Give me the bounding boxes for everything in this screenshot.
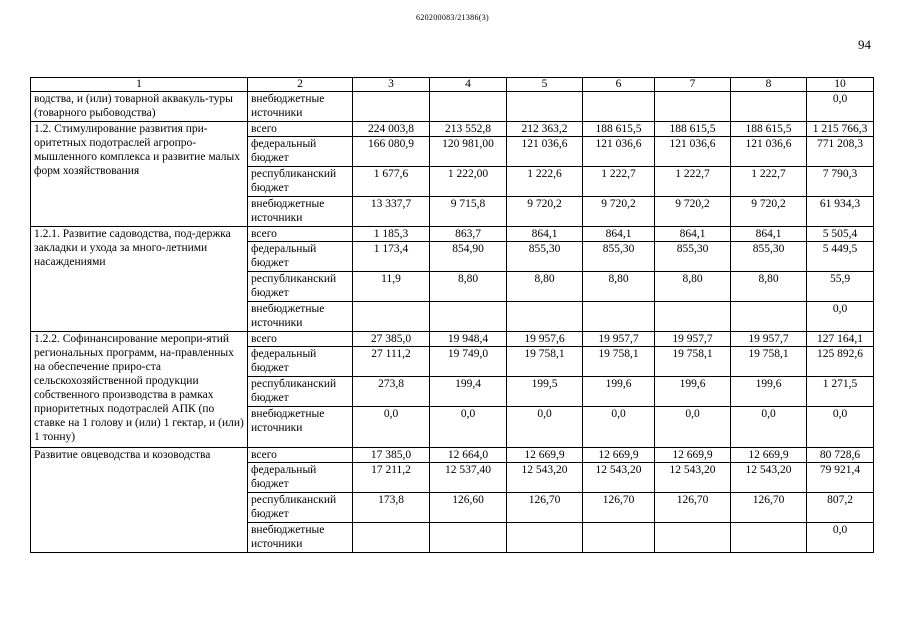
value-cell — [655, 92, 731, 122]
value-cell: 19 957,7 — [731, 332, 807, 347]
header-cell: 3 — [353, 78, 430, 92]
header-cell: 7 — [655, 78, 731, 92]
value-cell: 121 036,6 — [507, 137, 583, 167]
value-cell: 126,70 — [731, 493, 807, 523]
value-cell: 199,6 — [583, 377, 655, 407]
value-cell: 17 385,0 — [353, 448, 430, 463]
value-cell: 19 957,7 — [583, 332, 655, 347]
value-cell: 61 934,3 — [807, 197, 874, 227]
funding-source: внебюджетные источники — [248, 92, 353, 122]
value-cell: 8,80 — [583, 272, 655, 302]
funding-source: внебюджетные источники — [248, 407, 353, 448]
value-cell: 126,70 — [655, 493, 731, 523]
value-cell: 1 173,4 — [353, 242, 430, 272]
header-cell: 8 — [731, 78, 807, 92]
table-row — [31, 92, 874, 122]
value-cell: 199,6 — [655, 377, 731, 407]
document-id: 620200083/21386(3) — [416, 13, 489, 22]
value-cell: 125 892,6 — [807, 347, 874, 377]
value-cell: 199,6 — [731, 377, 807, 407]
section-label: водства, и (или) товарной аквакуль-туры (товарного рыбоводства) — [31, 92, 248, 122]
value-cell: 55,9 — [807, 272, 874, 302]
value-cell: 12 669,9 — [507, 448, 583, 463]
value-cell: 126,70 — [507, 493, 583, 523]
value-cell: 19 957,7 — [655, 332, 731, 347]
value-cell: 0,0 — [807, 523, 874, 553]
value-cell: 1 222,00 — [430, 167, 507, 197]
value-cell: 126,70 — [583, 493, 655, 523]
funding-source: всего — [248, 448, 353, 463]
value-cell: 8,80 — [430, 272, 507, 302]
value-cell: 199,4 — [430, 377, 507, 407]
funding-source: внебюджетные источники — [248, 523, 353, 553]
value-cell: 188 615,5 — [655, 122, 731, 137]
funding-source: федеральный бюджет — [248, 347, 353, 377]
table-row — [31, 448, 874, 463]
funding-source: республиканский бюджет — [248, 167, 353, 197]
value-cell: 11,9 — [353, 272, 430, 302]
value-cell — [731, 523, 807, 553]
value-cell — [430, 92, 507, 122]
value-cell: 1 215 766,3 — [807, 122, 874, 137]
value-cell: 19 749,0 — [430, 347, 507, 377]
value-cell: 1 222,7 — [731, 167, 807, 197]
value-cell: 0,0 — [655, 407, 731, 448]
value-cell: 127 164,1 — [807, 332, 874, 347]
value-cell: 173,8 — [353, 493, 430, 523]
header-cell: 10 — [807, 78, 874, 92]
funding-source: федеральный бюджет — [248, 137, 353, 167]
value-cell: 0,0 — [807, 92, 874, 122]
value-cell — [583, 523, 655, 553]
funding-source: республиканский бюджет — [248, 493, 353, 523]
value-cell: 0,0 — [507, 407, 583, 448]
value-cell: 0,0 — [807, 407, 874, 448]
value-cell: 9 715,8 — [430, 197, 507, 227]
funding-source: всего — [248, 227, 353, 242]
value-cell: 8,80 — [655, 272, 731, 302]
budget-table — [30, 77, 874, 553]
value-cell: 19 758,1 — [507, 347, 583, 377]
value-cell: 12 543,20 — [583, 463, 655, 493]
value-cell: 1 222,7 — [583, 167, 655, 197]
value-cell: 0,0 — [583, 407, 655, 448]
value-cell: 17 211,2 — [353, 463, 430, 493]
value-cell — [655, 523, 731, 553]
value-cell: 12 543,20 — [507, 463, 583, 493]
value-cell: 19 758,1 — [583, 347, 655, 377]
value-cell: 864,1 — [731, 227, 807, 242]
funding-source: федеральный бюджет — [248, 242, 353, 272]
value-cell: 771 208,3 — [807, 137, 874, 167]
value-cell: 9 720,2 — [507, 197, 583, 227]
value-cell: 126,60 — [430, 493, 507, 523]
section-label: 1.2.2. Софинансирование меропри-ятий региональных программ, на-правленных на обеспечение приро-ста сельскохозяйственной продукции собственного производства в рамках приоритетных подотраслей АПК (по ставке на 1 голову и (или) 1 гектар, и (или) 1 тонну) — [31, 332, 248, 448]
funding-source: внебюджетные источники — [248, 197, 353, 227]
value-cell: 855,30 — [507, 242, 583, 272]
table-row — [31, 122, 874, 137]
value-cell: 19 957,6 — [507, 332, 583, 347]
header-cell: 2 — [248, 78, 353, 92]
header-cell: 4 — [430, 78, 507, 92]
funding-source: республиканский бюджет — [248, 377, 353, 407]
value-cell: 5 449,5 — [807, 242, 874, 272]
value-cell: 121 036,6 — [731, 137, 807, 167]
header-cell: 6 — [583, 78, 655, 92]
page-number: 94 — [858, 37, 871, 52]
value-cell: 121 036,6 — [583, 137, 655, 167]
value-cell: 855,30 — [655, 242, 731, 272]
value-cell: 5 505,4 — [807, 227, 874, 242]
value-cell: 0,0 — [353, 407, 430, 448]
value-cell: 855,30 — [731, 242, 807, 272]
value-cell: 855,30 — [583, 242, 655, 272]
value-cell: 854,90 — [430, 242, 507, 272]
funding-source: внебюджетные источники — [248, 302, 353, 332]
funding-source: федеральный бюджет — [248, 463, 353, 493]
header-cell: 5 — [507, 78, 583, 92]
value-cell: 199,5 — [507, 377, 583, 407]
value-cell: 7 790,3 — [807, 167, 874, 197]
section-label: 1.2.1. Развитие садоводства, под-держка закладки и ухода за много-летними насаждениями — [31, 227, 248, 332]
value-cell — [731, 302, 807, 332]
value-cell: 9 720,2 — [655, 197, 731, 227]
value-cell: 188 615,5 — [583, 122, 655, 137]
value-cell: 1 222,7 — [655, 167, 731, 197]
value-cell: 121 036,6 — [655, 137, 731, 167]
value-cell — [353, 92, 430, 122]
table-row — [31, 227, 874, 242]
value-cell: 864,1 — [655, 227, 731, 242]
value-cell: 12 664,0 — [430, 448, 507, 463]
value-cell: 19 948,4 — [430, 332, 507, 347]
table-row — [31, 332, 874, 347]
value-cell: 79 921,4 — [807, 463, 874, 493]
value-cell — [731, 92, 807, 122]
value-cell — [507, 92, 583, 122]
value-cell: 12 543,20 — [655, 463, 731, 493]
value-cell: 9 720,2 — [731, 197, 807, 227]
value-cell: 224 003,8 — [353, 122, 430, 137]
value-cell: 188 615,5 — [731, 122, 807, 137]
value-cell: 120 981,00 — [430, 137, 507, 167]
value-cell — [655, 302, 731, 332]
value-cell: 12 543,20 — [731, 463, 807, 493]
value-cell: 807,2 — [807, 493, 874, 523]
value-cell: 9 720,2 — [583, 197, 655, 227]
value-cell: 19 758,1 — [731, 347, 807, 377]
value-cell: 1 271,5 — [807, 377, 874, 407]
value-cell — [430, 302, 507, 332]
value-cell: 8,80 — [507, 272, 583, 302]
value-cell: 0,0 — [430, 407, 507, 448]
value-cell: 1 222,6 — [507, 167, 583, 197]
value-cell: 1 677,6 — [353, 167, 430, 197]
value-cell: 27 111,2 — [353, 347, 430, 377]
funding-source: всего — [248, 332, 353, 347]
section-label: Развитие овцеводства и козоводства — [31, 448, 248, 553]
value-cell — [430, 523, 507, 553]
value-cell: 12 669,9 — [655, 448, 731, 463]
value-cell: 13 337,7 — [353, 197, 430, 227]
value-cell: 213 552,8 — [430, 122, 507, 137]
value-cell — [353, 302, 430, 332]
value-cell: 8,80 — [731, 272, 807, 302]
value-cell — [583, 92, 655, 122]
value-cell: 864,1 — [583, 227, 655, 242]
value-cell: 27 385,0 — [353, 332, 430, 347]
value-cell: 12 669,9 — [583, 448, 655, 463]
value-cell: 12 669,9 — [731, 448, 807, 463]
value-cell — [507, 302, 583, 332]
header-row — [31, 78, 874, 92]
value-cell: 0,0 — [731, 407, 807, 448]
value-cell — [353, 523, 430, 553]
header-cell: 1 — [31, 78, 248, 92]
value-cell: 80 728,6 — [807, 448, 874, 463]
value-cell: 0,0 — [807, 302, 874, 332]
value-cell: 1 185,3 — [353, 227, 430, 242]
value-cell: 19 758,1 — [655, 347, 731, 377]
value-cell: 166 080,9 — [353, 137, 430, 167]
value-cell — [507, 523, 583, 553]
section-label: 1.2. Стимулирование развития при-оритетных подотраслей агропро-мышленного комплекса и развитие малых форм хозяйствования — [31, 122, 248, 227]
value-cell: 863,7 — [430, 227, 507, 242]
funding-source: всего — [248, 122, 353, 137]
value-cell: 864,1 — [507, 227, 583, 242]
value-cell: 212 363,2 — [507, 122, 583, 137]
value-cell: 12 537,40 — [430, 463, 507, 493]
funding-source: республиканский бюджет — [248, 272, 353, 302]
value-cell — [583, 302, 655, 332]
value-cell: 273,8 — [353, 377, 430, 407]
